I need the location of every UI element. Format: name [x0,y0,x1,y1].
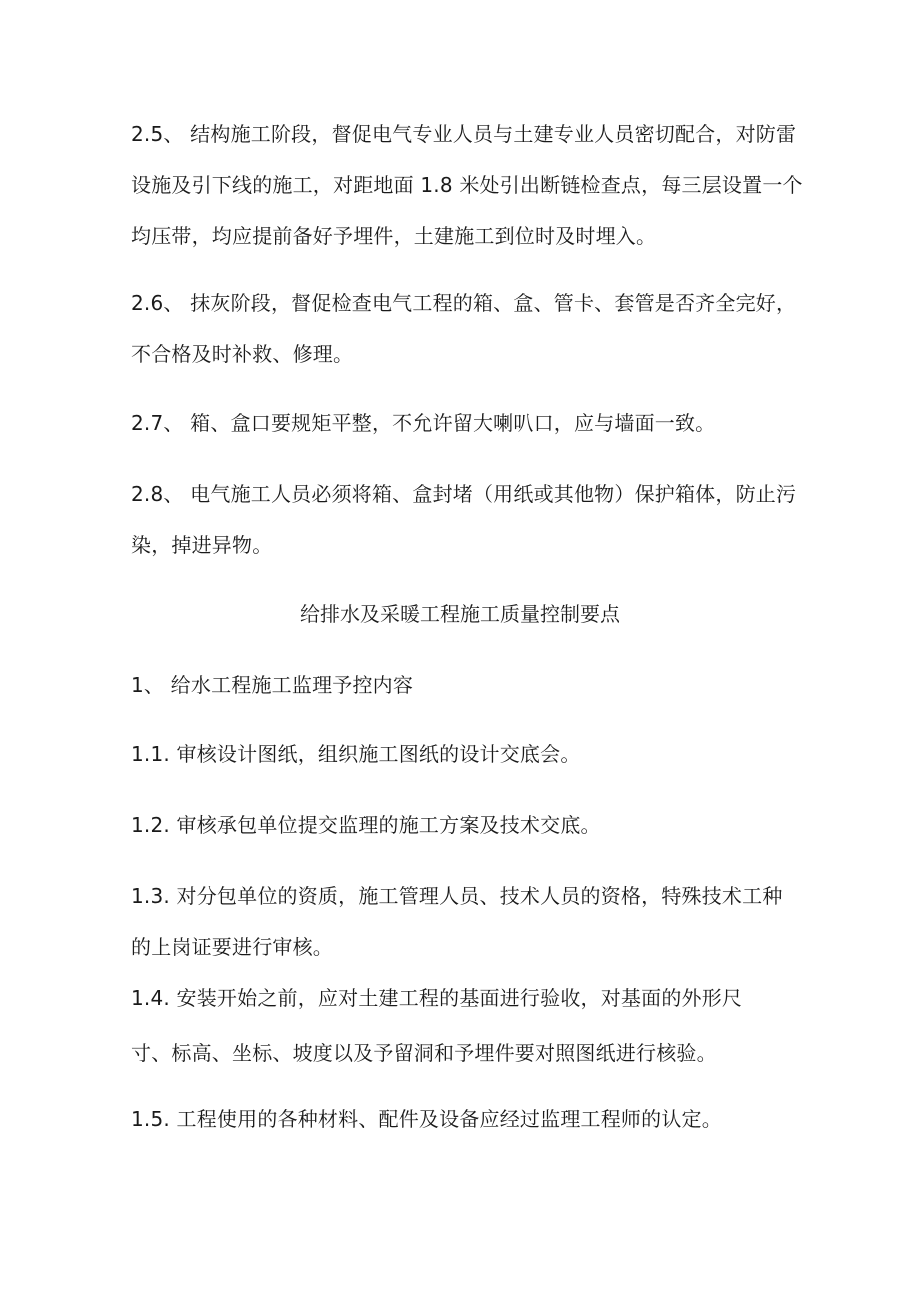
paragraph-2-6-line-1: 2.6、 抹灰阶段，督促检查电气工程的箱、盒、管卡、套管是否齐全完好， [131,291,797,315]
paragraph-1-5-line-1: 1.5. 工程使用的各种材料、配件及设备应经过监理工程师的认定。 [131,1107,722,1131]
item-1-heading: 1、 给水工程施工监理予控内容 [131,673,414,697]
paragraph-1-3-line-1: 1.3. 对分包单位的资质，施工管理人员、技术人员的资格，特殊技术工种 [131,884,783,908]
section-heading: 给排水及采暖工程施工质量控制要点 [300,602,620,626]
paragraph-1-4-line-2: 寸、标高、坐标、坡度以及予留洞和予埋件要对照图纸进行核验。 [131,1041,717,1065]
paragraph-1-2-line-1: 1.2. 审核承包单位提交监理的施工方案及技术交底。 [131,813,601,837]
paragraph-2-8-line-1: 2.8、 电气施工人员必须将箱、盒封堵（用纸或其他物）保护箱体，防止污 [131,482,797,506]
paragraph-2-8-line-2: 染，掉进异物。 [131,533,273,557]
paragraph-2-5-line-1: 2.5、 结构施工阶段，督促电气专业人员与土建专业人员密切配合，对防雷 [131,122,797,146]
paragraph-2-7-line-1: 2.7、 箱、盒口要规矩平整，不允许留大喇叭口，应与墙面一致。 [131,411,716,435]
paragraph-2-5-line-2: 设施及引下线的施工，对距地面 1.8 米处引出断链检查点，每三层设置一个 [131,173,803,197]
paragraph-1-4-line-1: 1.4. 安装开始之前，应对土建工程的基面进行验收，对基面的外形尺 [131,986,743,1010]
paragraph-2-5-line-3: 均压带，均应提前备好予埋件，土建施工到位时及时埋入。 [131,224,657,248]
paragraph-1-3-line-2: 的上岗证要进行审核。 [131,935,333,959]
paragraph-2-6-line-2: 不合格及时补救、修理。 [131,342,354,366]
paragraph-1-1-line-1: 1.1. 审核设计图纸，组织施工图纸的设计交底会。 [131,742,581,766]
